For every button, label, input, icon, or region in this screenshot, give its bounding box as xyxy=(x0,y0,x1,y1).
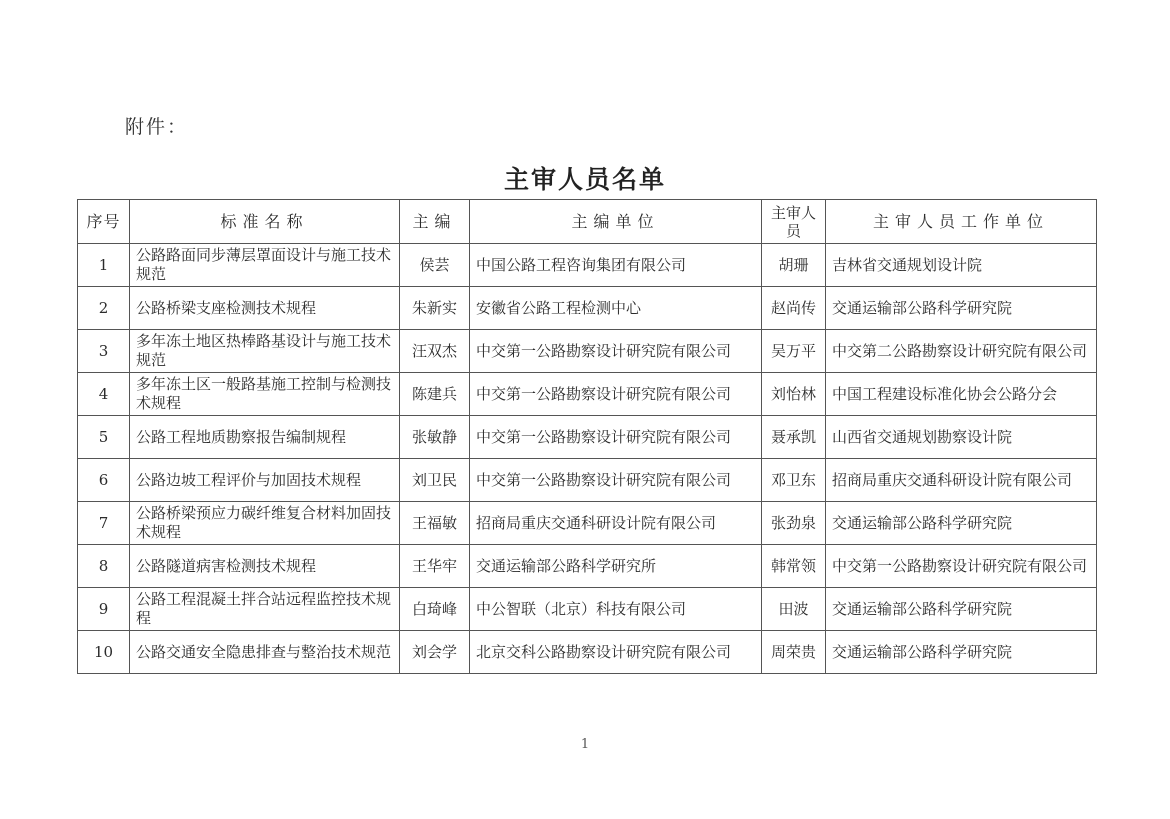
reviewer-unit-cell: 招商局重庆交通科研设计院有限公司 xyxy=(826,459,1097,502)
standard-name-cell: 公路工程地质勘察报告编制规程 xyxy=(130,416,400,459)
reviewer-unit-cell: 中国工程建设标准化协会公路分会 xyxy=(826,373,1097,416)
header-reviewer-unit: 主审人员工作单位 xyxy=(826,200,1097,244)
editor-unit-cell: 中交第一公路勘察设计研究院有限公司 xyxy=(470,373,762,416)
chief-editor-cell: 汪双杰 xyxy=(400,330,470,373)
standard-name-cell: 公路交通安全隐患排查与整治技术规范 xyxy=(130,631,400,674)
table-row xyxy=(78,631,1097,674)
table-body xyxy=(78,244,1097,674)
table-row xyxy=(78,330,1097,373)
chief-editor-cell: 朱新实 xyxy=(400,287,470,330)
reviewer-name-cell: 胡珊 xyxy=(762,244,826,287)
reviewer-unit-cell: 吉林省交通规划设计院 xyxy=(826,244,1097,287)
standard-name-cell: 公路隧道病害检测技术规程 xyxy=(130,545,400,588)
editor-unit-cell: 安徽省公路工程检测中心 xyxy=(470,287,762,330)
reviewer-name-cell: 田波 xyxy=(762,588,826,631)
row-number-cell: 1 xyxy=(78,244,130,287)
reviewer-name-cell: 赵尚传 xyxy=(762,287,826,330)
row-number-cell: 2 xyxy=(78,287,130,330)
header-reviewer: 主审人员 xyxy=(762,200,826,244)
reviewer-name-cell: 张劲泉 xyxy=(762,502,826,545)
header-editor-unit: 主编单位 xyxy=(470,200,762,244)
header-editor: 主编 xyxy=(400,200,470,244)
page-number: 1 xyxy=(580,737,590,752)
chief-editor-cell: 白琦峰 xyxy=(400,588,470,631)
reviewer-unit-cell: 交通运输部公路科学研究院 xyxy=(826,588,1097,631)
table-row xyxy=(78,459,1097,502)
row-number-cell: 7 xyxy=(78,502,130,545)
reviewer-name-cell: 邓卫东 xyxy=(762,459,826,502)
editor-unit-cell: 中交第一公路勘察设计研究院有限公司 xyxy=(470,330,762,373)
attachment-label: 附件： xyxy=(125,116,189,138)
standard-name-cell: 公路工程混凝土拌合站远程监控技术规程 xyxy=(130,588,400,631)
standard-name-cell: 公路桥梁预应力碳纤维复合材料加固技术规程 xyxy=(130,502,400,545)
standard-name-cell: 公路边坡工程评价与加固技术规程 xyxy=(130,459,400,502)
reviewer-name-cell: 聂承凯 xyxy=(762,416,826,459)
row-number-cell: 10 xyxy=(78,631,130,674)
reviewer-unit-cell: 交通运输部公路科学研究院 xyxy=(826,502,1097,545)
table-row xyxy=(78,588,1097,631)
chief-editor-cell: 王福敏 xyxy=(400,502,470,545)
row-number-cell: 3 xyxy=(78,330,130,373)
editor-unit-cell: 中交第一公路勘察设计研究院有限公司 xyxy=(470,416,762,459)
chief-editor-cell: 刘卫民 xyxy=(400,459,470,502)
row-number-cell: 5 xyxy=(78,416,130,459)
standard-name-cell: 公路路面同步薄层罩面设计与施工技术规范 xyxy=(130,244,400,287)
reviewer-unit-cell: 交通运输部公路科学研究院 xyxy=(826,287,1097,330)
row-number-cell: 4 xyxy=(78,373,130,416)
chief-editor-cell: 陈建兵 xyxy=(400,373,470,416)
table-row xyxy=(78,545,1097,588)
header-standard: 标准名称 xyxy=(130,200,400,244)
header-num: 序号 xyxy=(78,200,130,244)
table-row xyxy=(78,416,1097,459)
table-row xyxy=(78,244,1097,287)
editor-unit-cell: 交通运输部公路科学研究所 xyxy=(470,545,762,588)
reviewer-name-cell: 韩常领 xyxy=(762,545,826,588)
reviewer-name-cell: 周荣贵 xyxy=(762,631,826,674)
editor-unit-cell: 中交第一公路勘察设计研究院有限公司 xyxy=(470,459,762,502)
standard-name-cell: 多年冻土地区热棒路基设计与施工技术规范 xyxy=(130,330,400,373)
row-number-cell: 6 xyxy=(78,459,130,502)
reviewer-unit-cell: 山西省交通规划勘察设计院 xyxy=(826,416,1097,459)
table-row xyxy=(78,373,1097,416)
page-title: 主审人员名单 xyxy=(503,165,666,194)
reviewer-unit-cell: 交通运输部公路科学研究院 xyxy=(826,631,1097,674)
table-row xyxy=(78,287,1097,330)
reviewer-roster-table xyxy=(77,199,1097,674)
chief-editor-cell: 刘会学 xyxy=(400,631,470,674)
editor-unit-cell: 北京交科公路勘察设计研究院有限公司 xyxy=(470,631,762,674)
row-number-cell: 9 xyxy=(78,588,130,631)
chief-editor-cell: 王华牢 xyxy=(400,545,470,588)
chief-editor-cell: 侯芸 xyxy=(400,244,470,287)
reviewer-name-cell: 吴万平 xyxy=(762,330,826,373)
standard-name-cell: 公路桥梁支座检测技术规程 xyxy=(130,287,400,330)
editor-unit-cell: 招商局重庆交通科研设计院有限公司 xyxy=(470,502,762,545)
editor-unit-cell: 中公智联（北京）科技有限公司 xyxy=(470,588,762,631)
standard-name-cell: 多年冻土区一般路基施工控制与检测技术规程 xyxy=(130,373,400,416)
chief-editor-cell: 张敏静 xyxy=(400,416,470,459)
table-row xyxy=(78,502,1097,545)
row-number-cell: 8 xyxy=(78,545,130,588)
reviewer-name-cell: 刘怡林 xyxy=(762,373,826,416)
reviewer-unit-cell: 中交第二公路勘察设计研究院有限公司 xyxy=(826,330,1097,373)
editor-unit-cell: 中国公路工程咨询集团有限公司 xyxy=(470,244,762,287)
table-header-row xyxy=(78,200,1097,244)
reviewer-unit-cell: 中交第一公路勘察设计研究院有限公司 xyxy=(826,545,1097,588)
